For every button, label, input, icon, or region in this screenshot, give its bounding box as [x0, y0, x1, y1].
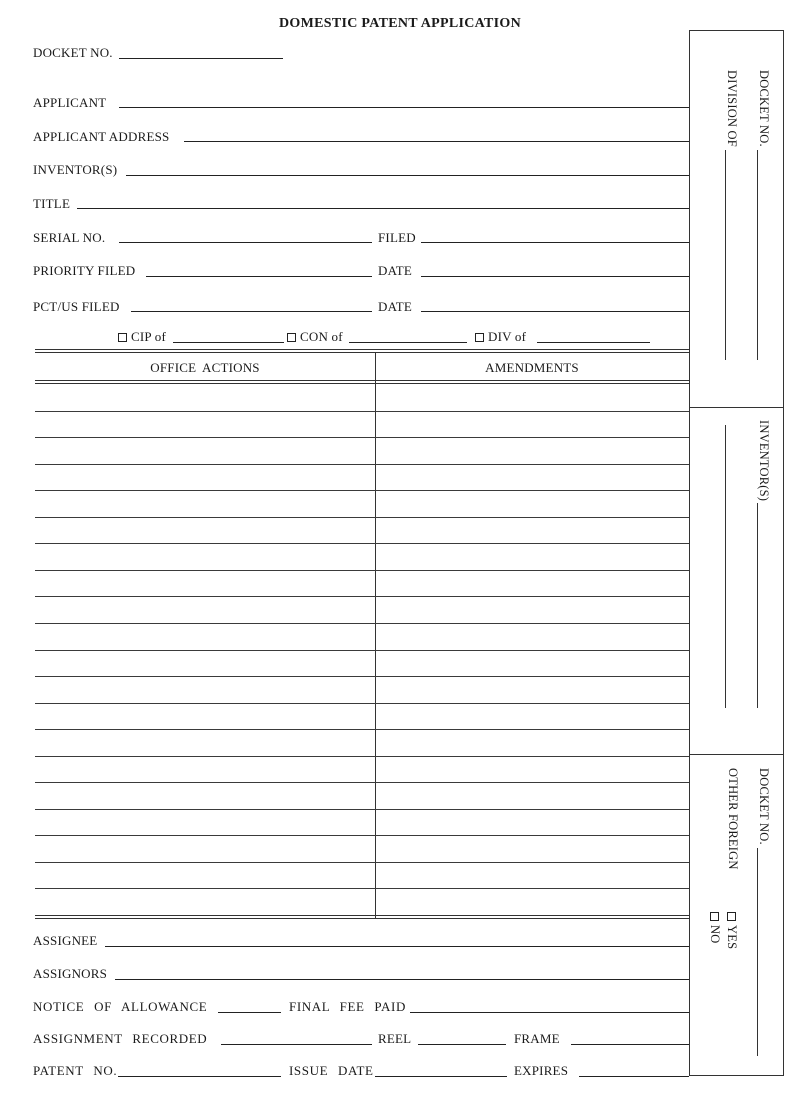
side-docket-no-2-label: DOCKET NO.	[757, 768, 771, 845]
table-top-border-inner	[35, 352, 689, 353]
amendment-cell[interactable]	[376, 810, 688, 836]
office-actions-header: OFFICE ACTIONS	[150, 360, 260, 375]
reel-field[interactable]	[418, 1044, 506, 1045]
amendment-cell[interactable]	[376, 412, 688, 438]
assignors-label: ASSIGNORS	[33, 966, 108, 981]
cip-label: CIP of	[131, 329, 167, 344]
title-label: TITLE	[33, 196, 71, 211]
office-action-cell[interactable]	[36, 889, 374, 915]
amendment-cell[interactable]	[376, 465, 688, 491]
serial-no-label: SERIAL NO.	[33, 230, 106, 245]
table-row	[35, 490, 689, 491]
table-row	[35, 756, 689, 757]
applicant-address-label: APPLICANT ADDRESS	[33, 129, 170, 144]
amendments-header: AMENDMENTS	[485, 360, 579, 375]
cip-option[interactable]	[118, 329, 166, 345]
office-action-cell[interactable]	[36, 624, 374, 650]
office-action-cell[interactable]	[36, 385, 374, 411]
table-row	[35, 437, 689, 438]
table-row	[35, 464, 689, 465]
amendment-cell[interactable]	[376, 385, 688, 411]
filed-label: FILED	[378, 230, 416, 245]
page-title: DOMESTIC PATENT APPLICATION	[279, 16, 521, 31]
table-header-border-inner	[35, 383, 689, 384]
pct-us-filed-field[interactable]	[131, 311, 372, 312]
con-checkbox[interactable]	[287, 333, 296, 342]
amendment-cell[interactable]	[376, 677, 688, 703]
div-checkbox[interactable]	[475, 333, 484, 342]
amendment-cell[interactable]	[376, 704, 688, 730]
side-division-of-field[interactable]	[725, 150, 726, 360]
office-action-cell[interactable]	[36, 412, 374, 438]
office-action-cell[interactable]	[36, 491, 374, 517]
side-docket-no-2-field[interactable]	[757, 848, 758, 1056]
expires-field[interactable]	[579, 1076, 689, 1077]
amendment-cell[interactable]	[376, 757, 688, 783]
applicant-address-field[interactable]	[184, 141, 689, 142]
docket-no-field[interactable]	[119, 58, 283, 59]
priority-date-label: DATE	[378, 263, 413, 278]
amendment-cell[interactable]	[376, 597, 688, 623]
side-tab-divider-1	[689, 407, 784, 408]
amendment-cell[interactable]	[376, 518, 688, 544]
office-action-cell[interactable]	[36, 651, 374, 677]
notice-of-allowance-label: NOTICE OF ALLOWANCE	[33, 999, 208, 1014]
table-row	[35, 888, 689, 889]
table-row	[35, 862, 689, 863]
office-action-cell[interactable]	[36, 704, 374, 730]
priority-filed-field[interactable]	[146, 276, 372, 277]
patent-no-field[interactable]	[118, 1076, 281, 1077]
office-action-cell[interactable]	[36, 757, 374, 783]
applicant-field[interactable]	[119, 107, 689, 108]
patent-no-label: PATENT NO.	[33, 1063, 118, 1078]
amendment-cell[interactable]	[376, 438, 688, 464]
amendment-cell[interactable]	[376, 836, 688, 862]
office-action-cell[interactable]	[36, 597, 374, 623]
div-field[interactable]	[537, 342, 650, 343]
final-fee-paid-label: FINAL FEE PAID	[289, 999, 406, 1014]
office-action-cell[interactable]	[36, 438, 374, 464]
table-row	[35, 835, 689, 836]
notice-of-allowance-field[interactable]	[218, 1012, 281, 1013]
table-row	[35, 596, 689, 597]
side-tab-divider-2	[689, 754, 784, 755]
frame-label: FRAME	[514, 1031, 560, 1046]
yes-label: YES	[725, 925, 739, 950]
table-bottom-border-outer	[35, 918, 689, 919]
assignee-label: ASSIGNEE	[33, 933, 98, 948]
office-action-cell[interactable]	[36, 677, 374, 703]
title-field[interactable]	[77, 208, 689, 209]
office-action-cell[interactable]	[36, 836, 374, 862]
docket-no-label: DOCKET NO.	[33, 45, 113, 60]
amendment-cell[interactable]	[376, 571, 688, 597]
div-option[interactable]	[475, 329, 526, 345]
expires-label: EXPIRES	[514, 1063, 569, 1078]
amendment-cell[interactable]	[376, 783, 688, 809]
office-action-cell[interactable]	[36, 544, 374, 570]
con-option[interactable]	[287, 329, 343, 345]
table-row	[35, 570, 689, 571]
no-checkbox[interactable]	[710, 912, 719, 921]
amendment-cell[interactable]	[376, 491, 688, 517]
side-inventors-field-1[interactable]	[757, 503, 758, 708]
applicant-label: APPLICANT	[33, 95, 107, 110]
office-action-cell[interactable]	[36, 810, 374, 836]
div-label: DIV of	[488, 329, 527, 344]
amendment-cell[interactable]	[376, 863, 688, 889]
issue-date-field[interactable]	[375, 1076, 507, 1077]
cip-field[interactable]	[173, 342, 284, 343]
side-docket-no-field[interactable]	[757, 150, 758, 360]
table-row	[35, 782, 689, 783]
table-top-border	[35, 349, 689, 350]
con-label: CON of	[300, 329, 343, 344]
frame-field[interactable]	[571, 1044, 689, 1045]
side-yes-option[interactable]	[724, 912, 739, 949]
office-action-cell[interactable]	[36, 571, 374, 597]
inventors-field[interactable]	[126, 175, 689, 176]
side-docket-no-label: DOCKET NO.	[757, 70, 771, 147]
table-row	[35, 623, 689, 624]
table-row	[35, 703, 689, 704]
priority-date-field[interactable]	[421, 276, 689, 277]
table-row	[35, 543, 689, 544]
office-action-cell[interactable]	[36, 730, 374, 756]
table-header-border	[35, 380, 689, 381]
office-action-cell[interactable]	[36, 783, 374, 809]
serial-no-field[interactable]	[119, 242, 372, 243]
office-action-cell[interactable]	[36, 518, 374, 544]
amendment-cell[interactable]	[376, 730, 688, 756]
con-field[interactable]	[349, 342, 467, 343]
table-bottom-border	[35, 915, 689, 916]
table-row	[35, 517, 689, 518]
table-row	[35, 411, 689, 412]
yes-checkbox[interactable]	[727, 912, 736, 921]
reel-label: REEL	[378, 1031, 412, 1046]
issue-date-label: ISSUE DATE	[289, 1063, 374, 1078]
amendment-cell[interactable]	[376, 544, 688, 570]
assignment-recorded-field[interactable]	[221, 1044, 372, 1045]
amendment-cell[interactable]	[376, 624, 688, 650]
side-no-option[interactable]	[707, 912, 722, 943]
assignee-field[interactable]	[105, 946, 689, 947]
amendment-cell[interactable]	[376, 651, 688, 677]
assignment-recorded-label: ASSIGNMENT RECORDED	[33, 1031, 208, 1046]
final-fee-paid-field[interactable]	[410, 1012, 689, 1013]
table-row	[35, 729, 689, 730]
pct-us-filed-label: PCT/US FILED	[33, 299, 120, 314]
filed-field[interactable]	[421, 242, 689, 243]
inventors-label: INVENTOR(S)	[33, 162, 118, 177]
no-label: NO	[708, 925, 722, 944]
office-action-cell[interactable]	[36, 863, 374, 889]
table-row	[35, 676, 689, 677]
assignors-field[interactable]	[115, 979, 689, 980]
priority-filed-label: PRIORITY FILED	[33, 263, 136, 278]
table-row	[35, 650, 689, 651]
pct-date-field[interactable]	[421, 311, 689, 312]
side-inventors-label: INVENTOR(S)	[757, 420, 771, 502]
pct-date-label: DATE	[378, 299, 413, 314]
side-inventors-field-2[interactable]	[725, 425, 726, 708]
office-action-cell[interactable]	[36, 465, 374, 491]
amendment-cell[interactable]	[376, 889, 688, 915]
side-other-foreign-label: OTHER FOREIGN	[726, 768, 740, 870]
table-row	[35, 809, 689, 810]
cip-checkbox[interactable]	[118, 333, 127, 342]
side-division-of-label: DIVISION OF	[725, 70, 739, 147]
